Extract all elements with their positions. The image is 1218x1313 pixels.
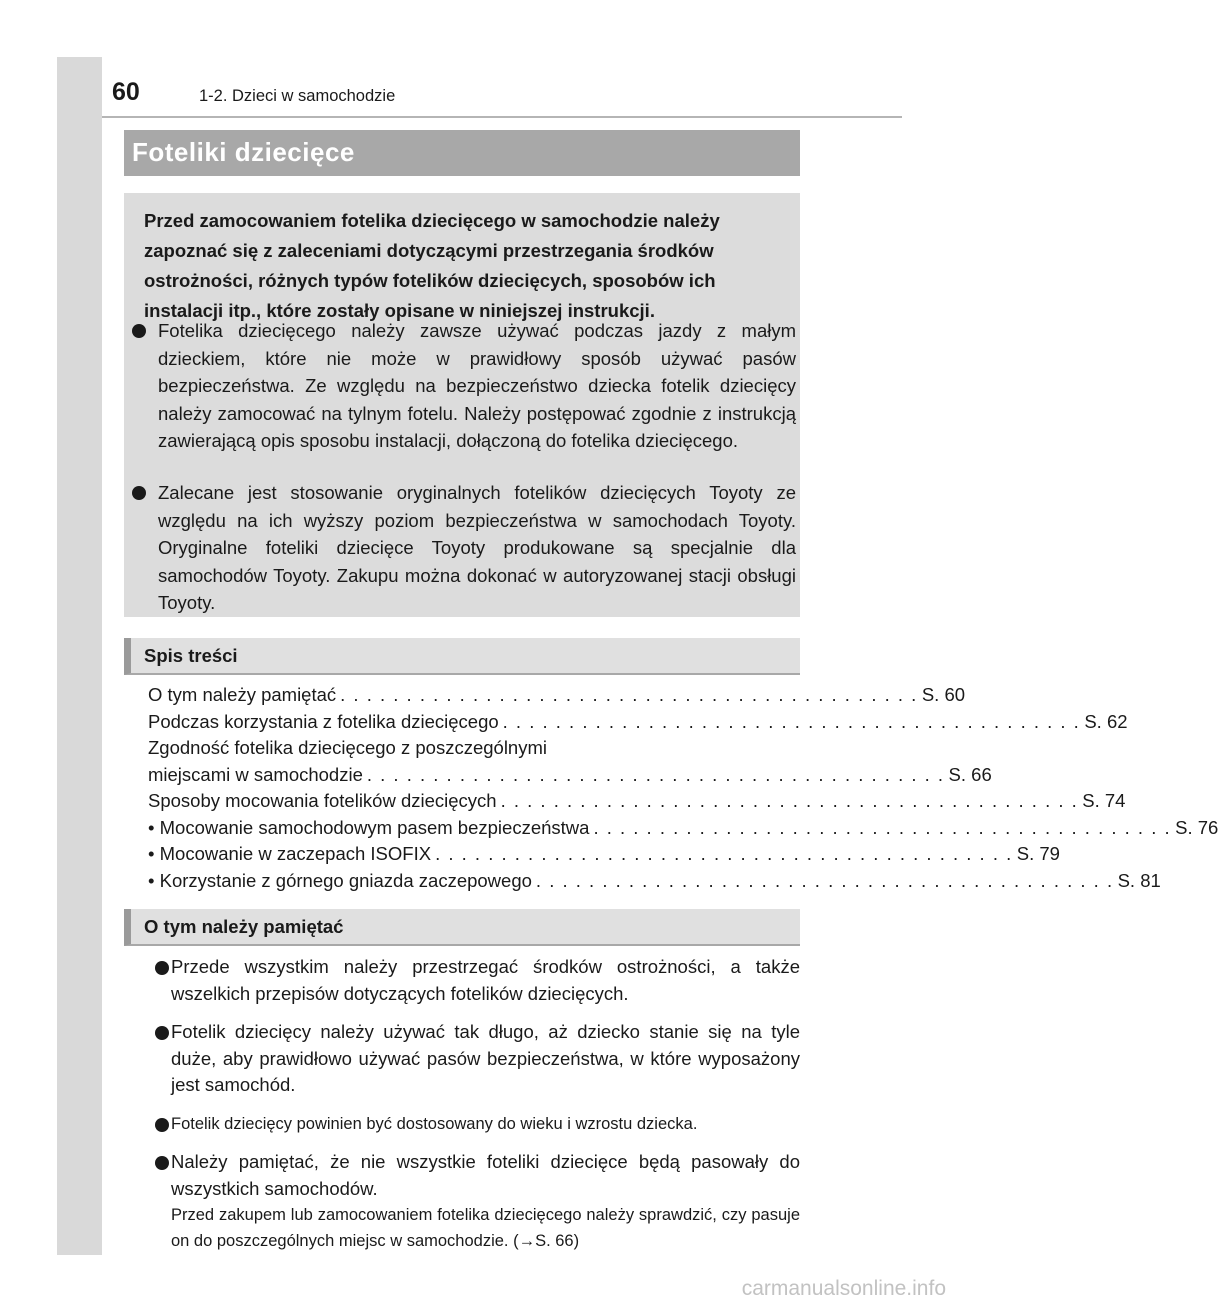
bullet-icon — [155, 1156, 169, 1170]
note-item: Fotelik dziecięcy powinien być dostosowany do wieku i wzrostu dziecka. — [148, 1111, 800, 1138]
side-strip — [57, 57, 102, 1255]
intro-bullet-1: Fotelika dziecięcego należy zawsze używać podczas jazdy z małym dzieckiem, które nie może w prawidłowy sposób używać pasów bezpieczeństwa. Ze względu na bezpieczeństwo dziecka fotelik dziecięcy należy zamocować na tylnym fotelu. Należy postępować zgodnie z instrukcją zawierającą opis sposobu instalacji, dołączoną do fotelika dziecięcego. — [132, 317, 796, 455]
toc-item[interactable]: O tym należy pamiętać . . . . . . . . . . . . . . . . . . . . . . . . . . . . . . . . . . . . . . . . . . . . S. 60 — [148, 684, 966, 705]
toc-item[interactable]: Sposoby mocowania fotelików dziecięcych . . . . . . . . . . . . . . . . . . . . . . . . . . . . . . . . . . . . . . . . . . . . S. 74 — [148, 790, 1126, 811]
watermark: carmanualsonline.info — [741, 1277, 946, 1300]
toc-item[interactable]: • Mocowanie samochodowym pasem bezpieczeństwa . . . . . . . . . . . . . . . . . . . . . . . . . . . . . . . . . . . . . . . . . . . . S. 76 — [148, 816, 1218, 838]
toc-item[interactable]: • Mocowanie w zaczepach ISOFIX . . . . . . . . . . . . . . . . . . . . . . . . . . . . . . . . . . . . . . . . . . . . S. 79 — [148, 843, 1060, 864]
bullet-icon — [155, 1026, 169, 1040]
section-label: 1-2. Dzieci w samochodzie — [199, 87, 396, 105]
remember-list — [148, 954, 800, 1266]
page-number: 60 — [112, 78, 140, 106]
toc-item[interactable]: Podczas korzystania z fotelika dziecięcego . . . . . . . . . . . . . . . . . . . . . . . . . . . . . . . . . . . . . . . . . . . . S. 62 — [148, 710, 1128, 732]
bullet-icon — [155, 961, 169, 975]
note-item: Fotelik dziecięcy należy używać tak długo, aż dziecko stanie się na tyle duże, aby prawidłowo używać pasów bezpieczeństwa, w które wyposażony jest samochód. — [148, 1019, 800, 1099]
remember-heading: O tym należy pamiętać — [144, 916, 344, 937]
toc-item[interactable]: miejscami w samochodzie . . . . . . . . . . . . . . . . . . . . . . . . . . . . . . . . . . . . . . . . . . . . S. 66 — [148, 763, 992, 785]
intro-bullet-2: Zalecane jest stosowanie oryginalnych fotelików dziecięcych Toyoty ze względu na ich wyższy poziom bezpieczeństwa w samochodach Toyoty. Oryginalne foteliki dziecięce Toyoty produkowane są specjalnie dla samochodów Toyoty. Zakupu można dokonać w autoryzowanej stacji obsługi Toyoty. — [132, 479, 796, 617]
title-bar — [124, 130, 800, 176]
toc-item[interactable]: Zgodność fotelika dziecięcego z poszczególnymi — [148, 737, 547, 758]
toc-heading: Spis treści — [144, 645, 238, 666]
toc-heading-bar — [124, 638, 800, 675]
toc-item[interactable]: • Korzystanie z górnego gniazda zaczepowego . . . . . . . . . . . . . . . . . . . . . . . . . . . . . . . . . . . . . . . . . . . . S. 81 — [148, 869, 1161, 891]
note-sub-text: Przed zakupem lub zamocowaniem fotelika dziecięcego należy sprawdzić, czy pasuje on do poszczególnych miejsc w samochodzie. (→S. 66) — [171, 1206, 800, 1250]
note-item: Przede wszystkim należy przestrzegać środków ostrożności, a także wszelkich przepisów dotyczących fotelików dziecięcych. — [148, 954, 800, 1007]
remember-heading-bar — [124, 909, 800, 946]
bullet-icon — [132, 324, 146, 338]
bullet-icon — [132, 486, 146, 500]
bullet-icon — [155, 1118, 169, 1132]
intro-box — [124, 193, 800, 617]
note-item: Należy pamiętać, że nie wszystkie foteliki dziecięce będą pasowały do wszystkich samochodów. Przed zakupem lub zamocowaniem fotelika dziecięcego należy sprawdzić, czy pasuje on do poszczególnych miejsc w samochodzie. (→S. 66) — [148, 1149, 800, 1254]
page-title: Foteliki dziecięce — [132, 137, 355, 167]
page-header — [102, 70, 902, 118]
intro-bold-text: Przed zamocowaniem fotelika dziecięcego w samochodzie należy zapoznać się z zaleceniami dotyczącymi przestrzegania środków ostrożności, różnych typów fotelików dziecięcych, sposobów ich instalacji itp., które zostały opisane w niniejszej instrukcji. — [144, 210, 720, 321]
table-of-contents — [148, 682, 1218, 894]
